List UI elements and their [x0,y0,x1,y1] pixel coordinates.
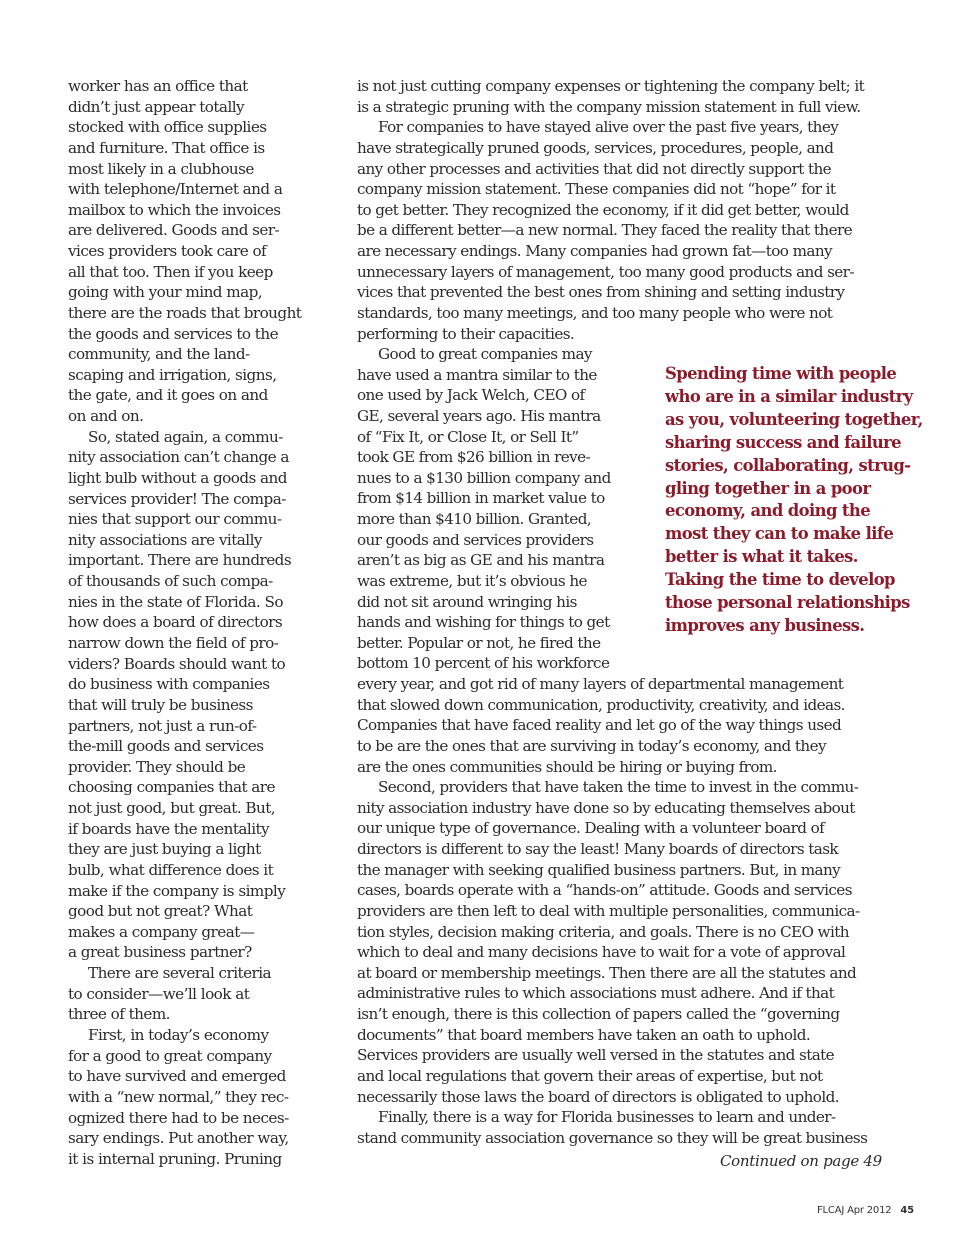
text-line: nues to a $130 billion company and [357,468,611,487]
text-line: to be are the ones that are surviving in today’s economy, and they [357,736,826,755]
text-line: didn’t just appear totally [68,97,245,116]
text-line: viders? Boards should want to [68,654,286,673]
text-line: that slowed down communication, productivity, creativity, and ideas. [357,695,845,714]
text-line: a great business partner? [68,943,252,962]
text-line: at board or membership meetings. Then there are all the statutes and [357,963,857,982]
text-line: stand community association governance so they will be great business [357,1128,868,1147]
text-line: partners, not just a run-of- [68,716,257,735]
text-line: did not sit around wringing his [357,592,577,611]
text-line: be a different better—a new normal. They faced the reality that there [357,221,853,240]
text-line: of “Fix It, or Close It, or Sell It” [357,427,579,446]
text-line: three of them. [68,1005,170,1024]
text-line: ognized there had to be neces- [68,1108,289,1127]
text-line: took GE from $26 billion in reve- [357,448,591,467]
text-line: one used by Jack Welch, CEO of [357,386,585,405]
text-line: providers are then left to deal with multiple personalities, communica- [357,901,860,920]
pull-quote-line: Taking the time to develop [665,570,895,590]
text-line: most likely in a clubhouse [68,159,254,178]
text-line: services provider! The compa- [68,489,286,508]
text-line: vices providers took care of [68,242,267,261]
text-line: choosing companies that are [68,778,275,797]
text-line: to get better. They recognized the economy, if it did get better, would [357,200,849,219]
text-line: our unique type of governance. Dealing with a volunteer board of [357,819,825,838]
text-line: on and on. [68,407,144,426]
text-line: are delivered. Goods and ser- [68,221,280,240]
text-line: narrow down the field of pro- [68,634,279,652]
text-line: For companies to have stayed alive over the past five years, they [378,118,839,137]
text-line: nity association can’t change a [68,448,289,467]
text-line: company mission statement. These companies did not “hope” for it [357,180,836,199]
text-line: sary endings. Put another way, [68,1129,289,1148]
pull-quote-line: sharing success and failure [665,432,902,452]
text-line: necessarily those laws the board of directors is obligated to uphold. [357,1087,839,1106]
text-line: bulb, what difference does it [68,860,274,879]
pull-quote-line: who are in a similar industry [665,386,913,406]
pull-quote-line: stories, collaborating, strug- [665,455,911,475]
text-line: the manager with seeking qualified business partners. But, in many [357,860,841,879]
text-line: not just good, but great. But, [68,799,276,818]
text-line: documents” that board members have taken an oath to uphold. [357,1025,811,1044]
text-line: isn’t enough, there is this collection of papers called the “governing [357,1005,840,1024]
pull-quote-line: as you, volunteering together, [665,409,923,429]
continued-notice: Continued on page 49 [720,1152,882,1170]
text-line: light bulb without a goods and [68,468,287,487]
text-line: that will truly be business [68,695,253,714]
text-line: community, and the land- [68,345,250,364]
pull-quote-line: most they can to make life [665,524,894,544]
text-line: vices that prevented the best ones from shining and setting industry [357,283,845,302]
pull-quote-line: economy, and doing the [665,501,871,521]
text-line: there are the roads that brought [68,303,302,322]
text-line: There are several criteria [88,964,272,983]
text-line: nity association industry have done so by educating themselves about [357,798,855,817]
text-line: for a good to great company [68,1046,272,1065]
text-line: they are just buying a light [68,840,261,859]
text-line: Good to great companies may [378,345,592,363]
text-line: tion styles, decision making criteria, and goals. There is no CEO with [357,922,849,941]
text-line: which to deal and many decisions have to wait for a vote of approval [357,943,846,962]
text-line: have used a mantra similar to the [357,365,597,384]
text-line: bottom 10 percent of his workforce [357,654,610,673]
text-line: do business with companies [68,675,270,694]
text-line: GE, several years ago. His mantra [357,406,601,425]
text-line: Second, providers that have taken the time to invest in the commu- [378,778,859,797]
text-line: scaping and irrigation, signs, [68,365,277,384]
text-line: worker has an office that [68,77,248,95]
text-line: how does a board of directors [68,613,283,632]
text-line: if boards have the mentality [68,819,270,838]
text-line: to consider—we’ll look at [68,984,250,1003]
text-line: from $14 billion in market value to [357,489,605,508]
text-line: and local regulations that govern their areas of expertise, but not [357,1066,823,1085]
pull-quote-line: Spending time with people [665,364,897,383]
text-line: have strategically pruned goods, services, procedures, people, and [357,138,834,157]
issue-date: Apr 2012 [847,1205,892,1216]
text-line: aren’t as big as GE and his mantra [357,551,605,570]
page-footer [817,1205,914,1217]
text-line: with telephone/Internet and a [68,180,283,199]
text-line: going with your mind map, [68,283,263,302]
text-line: makes a company great— [68,922,255,941]
text-line: the-mill goods and services [68,737,264,756]
text-line: nity associations are vitally [68,530,262,549]
text-line: nies that support our commu- [68,510,282,529]
text-line: make if the company is simply [68,881,286,900]
text-line: and furniture. That office is [68,138,265,157]
text-line: our goods and services providers [357,530,594,549]
text-line: of thousands of such compa- [68,572,273,591]
text-line: cases, boards operate with a “hands-on” attitude. Goods and services [357,881,852,900]
text-line: mailbox to which the invoices [68,200,281,219]
text-line: First, in today’s economy [88,1025,269,1044]
text-line: are the ones communities should be hiring or buying from. [357,757,777,776]
text-line: hands and wishing for things to get [357,613,610,632]
text-line: with a “new normal,” they rec- [68,1087,289,1106]
text-line: it is internal pruning. Pruning [68,1149,282,1168]
pull-quote-line: improves any business. [665,615,865,635]
text-line: any other processes and activities that did not directly support the [357,159,832,178]
text-line: Finally, there is a way for Florida businesses to learn and under- [378,1108,836,1127]
text-line: are necessary endings. Many companies had grown fat—too many [357,242,832,261]
text-line: performing to their capacities. [357,324,575,343]
text-line: standards, too many meetings, and too many people who were not [357,303,833,322]
text-line: administrative rules to which associations must adhere. And if that [357,984,835,1003]
text-line: So, stated again, a commu- [88,427,283,446]
text-line: better. Popular or not, he fired the [357,633,601,652]
text-line: the goods and services to the [68,324,279,343]
text-line: is not just cutting company expenses or tightening the company belt; it [357,77,865,95]
text-line: all that too. Then if you keep [68,262,273,281]
pull-quote-line: better is what it takes. [665,547,858,567]
text-line: good but not great? What [68,902,253,921]
publication-name: FLCAJ [817,1205,845,1216]
text-line: the gate, and it goes on and [68,386,268,405]
text-line: unnecessary layers of management, too many good products and ser- [357,262,854,281]
text-line: to have survived and emerged [68,1067,286,1086]
text-line: nies in the state of Florida. So [68,592,283,611]
text-line: every year, and got rid of many layers of departmental management [357,675,844,693]
text-line: provider. They should be [68,757,246,776]
text-line: more than $410 billion. Granted, [357,510,592,529]
page-number: 45 [900,1205,914,1216]
pull-quote-line: gling together in a poor [665,478,871,498]
text-line: stocked with office supplies [68,118,267,137]
text-line: was extreme, but it’s obvious he [357,571,587,590]
text-line: Services providers are usually well versed in the statutes and state [357,1046,835,1065]
text-line: is a strategic pruning with the company mission statement in full view. [357,97,861,116]
text-line: important. There are hundreds [68,551,292,570]
text-line: directors is different to say the least! Many boards of directors task [357,840,838,859]
pull-quote-line: those personal relationships [665,593,910,612]
text-line: Companies that have faced reality and let go of the way things used [357,716,842,735]
